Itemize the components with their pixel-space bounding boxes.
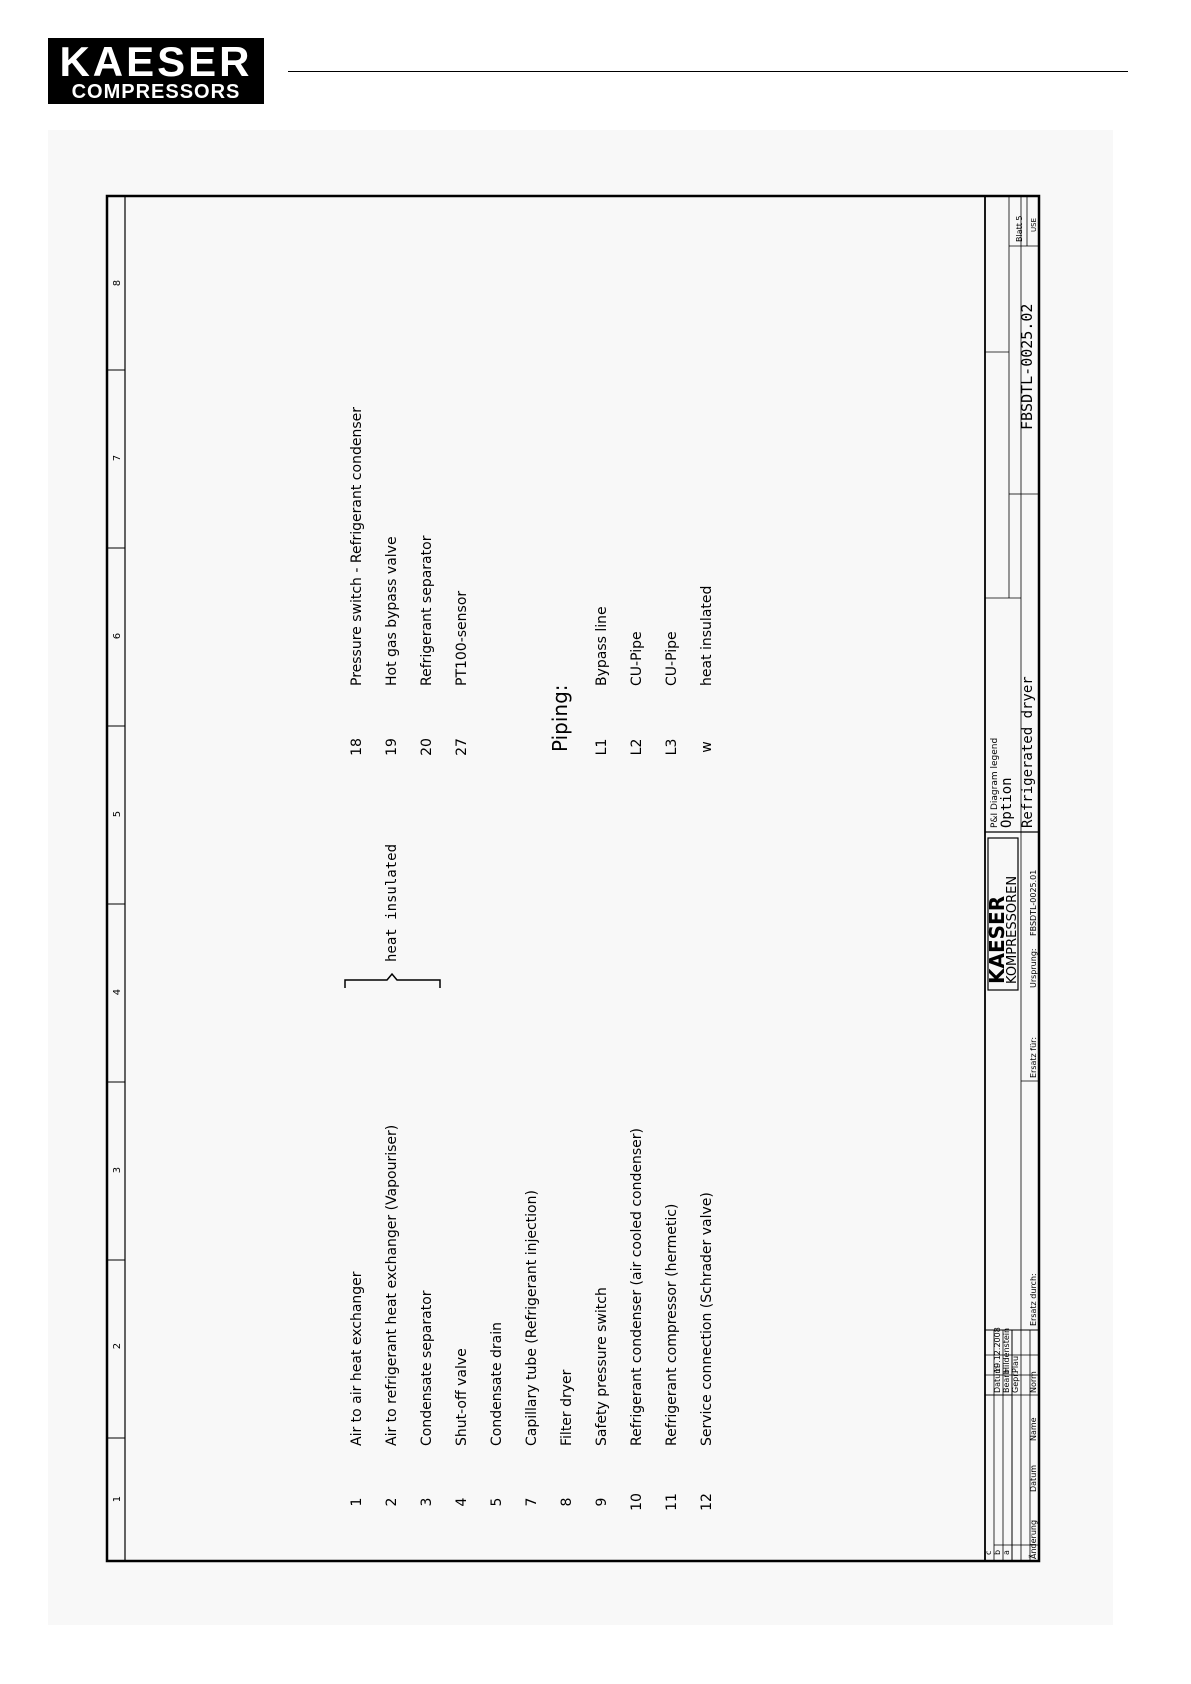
revision-a: a — [1002, 1550, 1011, 1555]
column-number: 7 — [112, 454, 123, 462]
legend-label: Condensate separator — [419, 1290, 435, 1446]
legend-number: 7 — [524, 1497, 540, 1507]
legend-label: Refrigerant separator — [419, 535, 435, 686]
column-number: 1 — [112, 1495, 123, 1503]
legend-number: 20 — [419, 738, 435, 756]
legend-label: Air to air heat exchanger — [349, 1271, 365, 1446]
revision-b: b — [993, 1549, 1002, 1555]
legend-label: PT100-sensor — [454, 590, 470, 686]
logo-subtitle: COMPRESSORS — [71, 81, 241, 103]
legend-label: Shut-off valve — [454, 1348, 470, 1446]
piping-heading: Piping: — [548, 684, 572, 752]
logo-brand: KAESER — [59, 38, 253, 85]
title-line-1: P&I Diagram legend — [990, 737, 1000, 828]
legend-number: 19 — [384, 738, 400, 756]
legend-label: Filter dryer — [559, 1369, 575, 1446]
datum-label: Datum — [993, 1365, 1002, 1393]
legend-label: Pressure switch - Refrigerant condenser — [349, 407, 365, 686]
ursprung: Ursprung: — [1029, 948, 1038, 988]
piping-code: L1 — [594, 738, 610, 756]
piping-code: L2 — [629, 738, 645, 756]
column-number: 5 — [112, 810, 123, 818]
column-number: 6 — [112, 632, 123, 640]
column-number: 8 — [112, 279, 123, 287]
legend-label: Refrigerant condenser (air cooled condenser) — [629, 1128, 645, 1446]
piping-code: w — [699, 741, 715, 753]
column-number: 2 — [112, 1342, 123, 1350]
column-number: 3 — [112, 1166, 123, 1174]
title-line-2: Option — [999, 777, 1015, 828]
legend-number: 12 — [699, 1493, 715, 1511]
legend-number: 27 — [454, 738, 470, 756]
legend-label: Hot gas bypass valve — [384, 536, 400, 686]
brace-label: heat insulated — [384, 843, 400, 962]
drawing-number: FBSDTL-0025.02 — [1018, 303, 1036, 430]
legend-number: 8 — [559, 1497, 575, 1507]
title-logo-sub: KOMPRESSOREN — [1005, 875, 1020, 984]
col-aenderung: Änderung — [1029, 1519, 1038, 1559]
legend-number: 11 — [664, 1493, 680, 1511]
piping-label: CU-Pipe — [629, 631, 645, 686]
legend-number: 1 — [349, 1497, 365, 1507]
legend-number: 3 — [419, 1497, 435, 1507]
legend-number: 10 — [629, 1493, 645, 1511]
legend-number: 2 — [384, 1497, 400, 1507]
piping-label: Bypass line — [594, 606, 610, 686]
outer-frame — [107, 196, 1039, 1561]
legend-label: Capillary tube (Refrigerant injection) — [524, 1190, 540, 1446]
title-line-3: Refrigerated dryer — [1020, 676, 1036, 828]
piping-label: heat insulated — [699, 585, 715, 686]
legend-label: Condensate drain — [489, 1322, 505, 1446]
legend-label: Safety pressure switch — [594, 1287, 610, 1446]
legend-label: Refrigerant compressor (hermetic) — [664, 1203, 680, 1446]
ersatz-fuer: Ersatz für: — [1029, 1036, 1038, 1078]
ersatz-durch: Ersatz durch: — [1029, 1273, 1038, 1326]
sheet-number: Blatt 5 — [1015, 215, 1024, 242]
logo-ref: FBSDTL-0025.01 — [1029, 869, 1038, 936]
bearb-label: Bearb. — [1002, 1366, 1011, 1393]
legend-number: 5 — [489, 1497, 505, 1507]
revision-c: c — [984, 1550, 993, 1555]
gepr-value: Plau — [1011, 1355, 1020, 1373]
language-code: USE — [1030, 218, 1038, 232]
piping-label: CU-Pipe — [664, 631, 680, 686]
legend-label: Service connection (Schrader valve) — [699, 1192, 715, 1446]
datum-value: 19.12.2008 — [993, 1327, 1002, 1373]
gepr-label: Gepr. — [1011, 1371, 1020, 1393]
bearb-value: Hildenstein — [1002, 1327, 1011, 1373]
legend-number: 18 — [349, 738, 365, 756]
column-ticks — [107, 370, 125, 1438]
legend-number: 9 — [594, 1497, 610, 1507]
col-datum: Datum — [1029, 1464, 1038, 1492]
col-name: Name — [1029, 1417, 1038, 1441]
legend-label: Air to refrigerant heat exchanger (Vapouriser) — [384, 1124, 400, 1446]
heat-insulated-brace — [345, 974, 440, 988]
legend-number: 4 — [454, 1497, 470, 1507]
column-number: 4 — [112, 988, 123, 996]
title-logo-brand: KAESER — [985, 895, 1009, 984]
piping-code: L3 — [664, 738, 680, 756]
norm-label: Norm — [1029, 1371, 1038, 1393]
